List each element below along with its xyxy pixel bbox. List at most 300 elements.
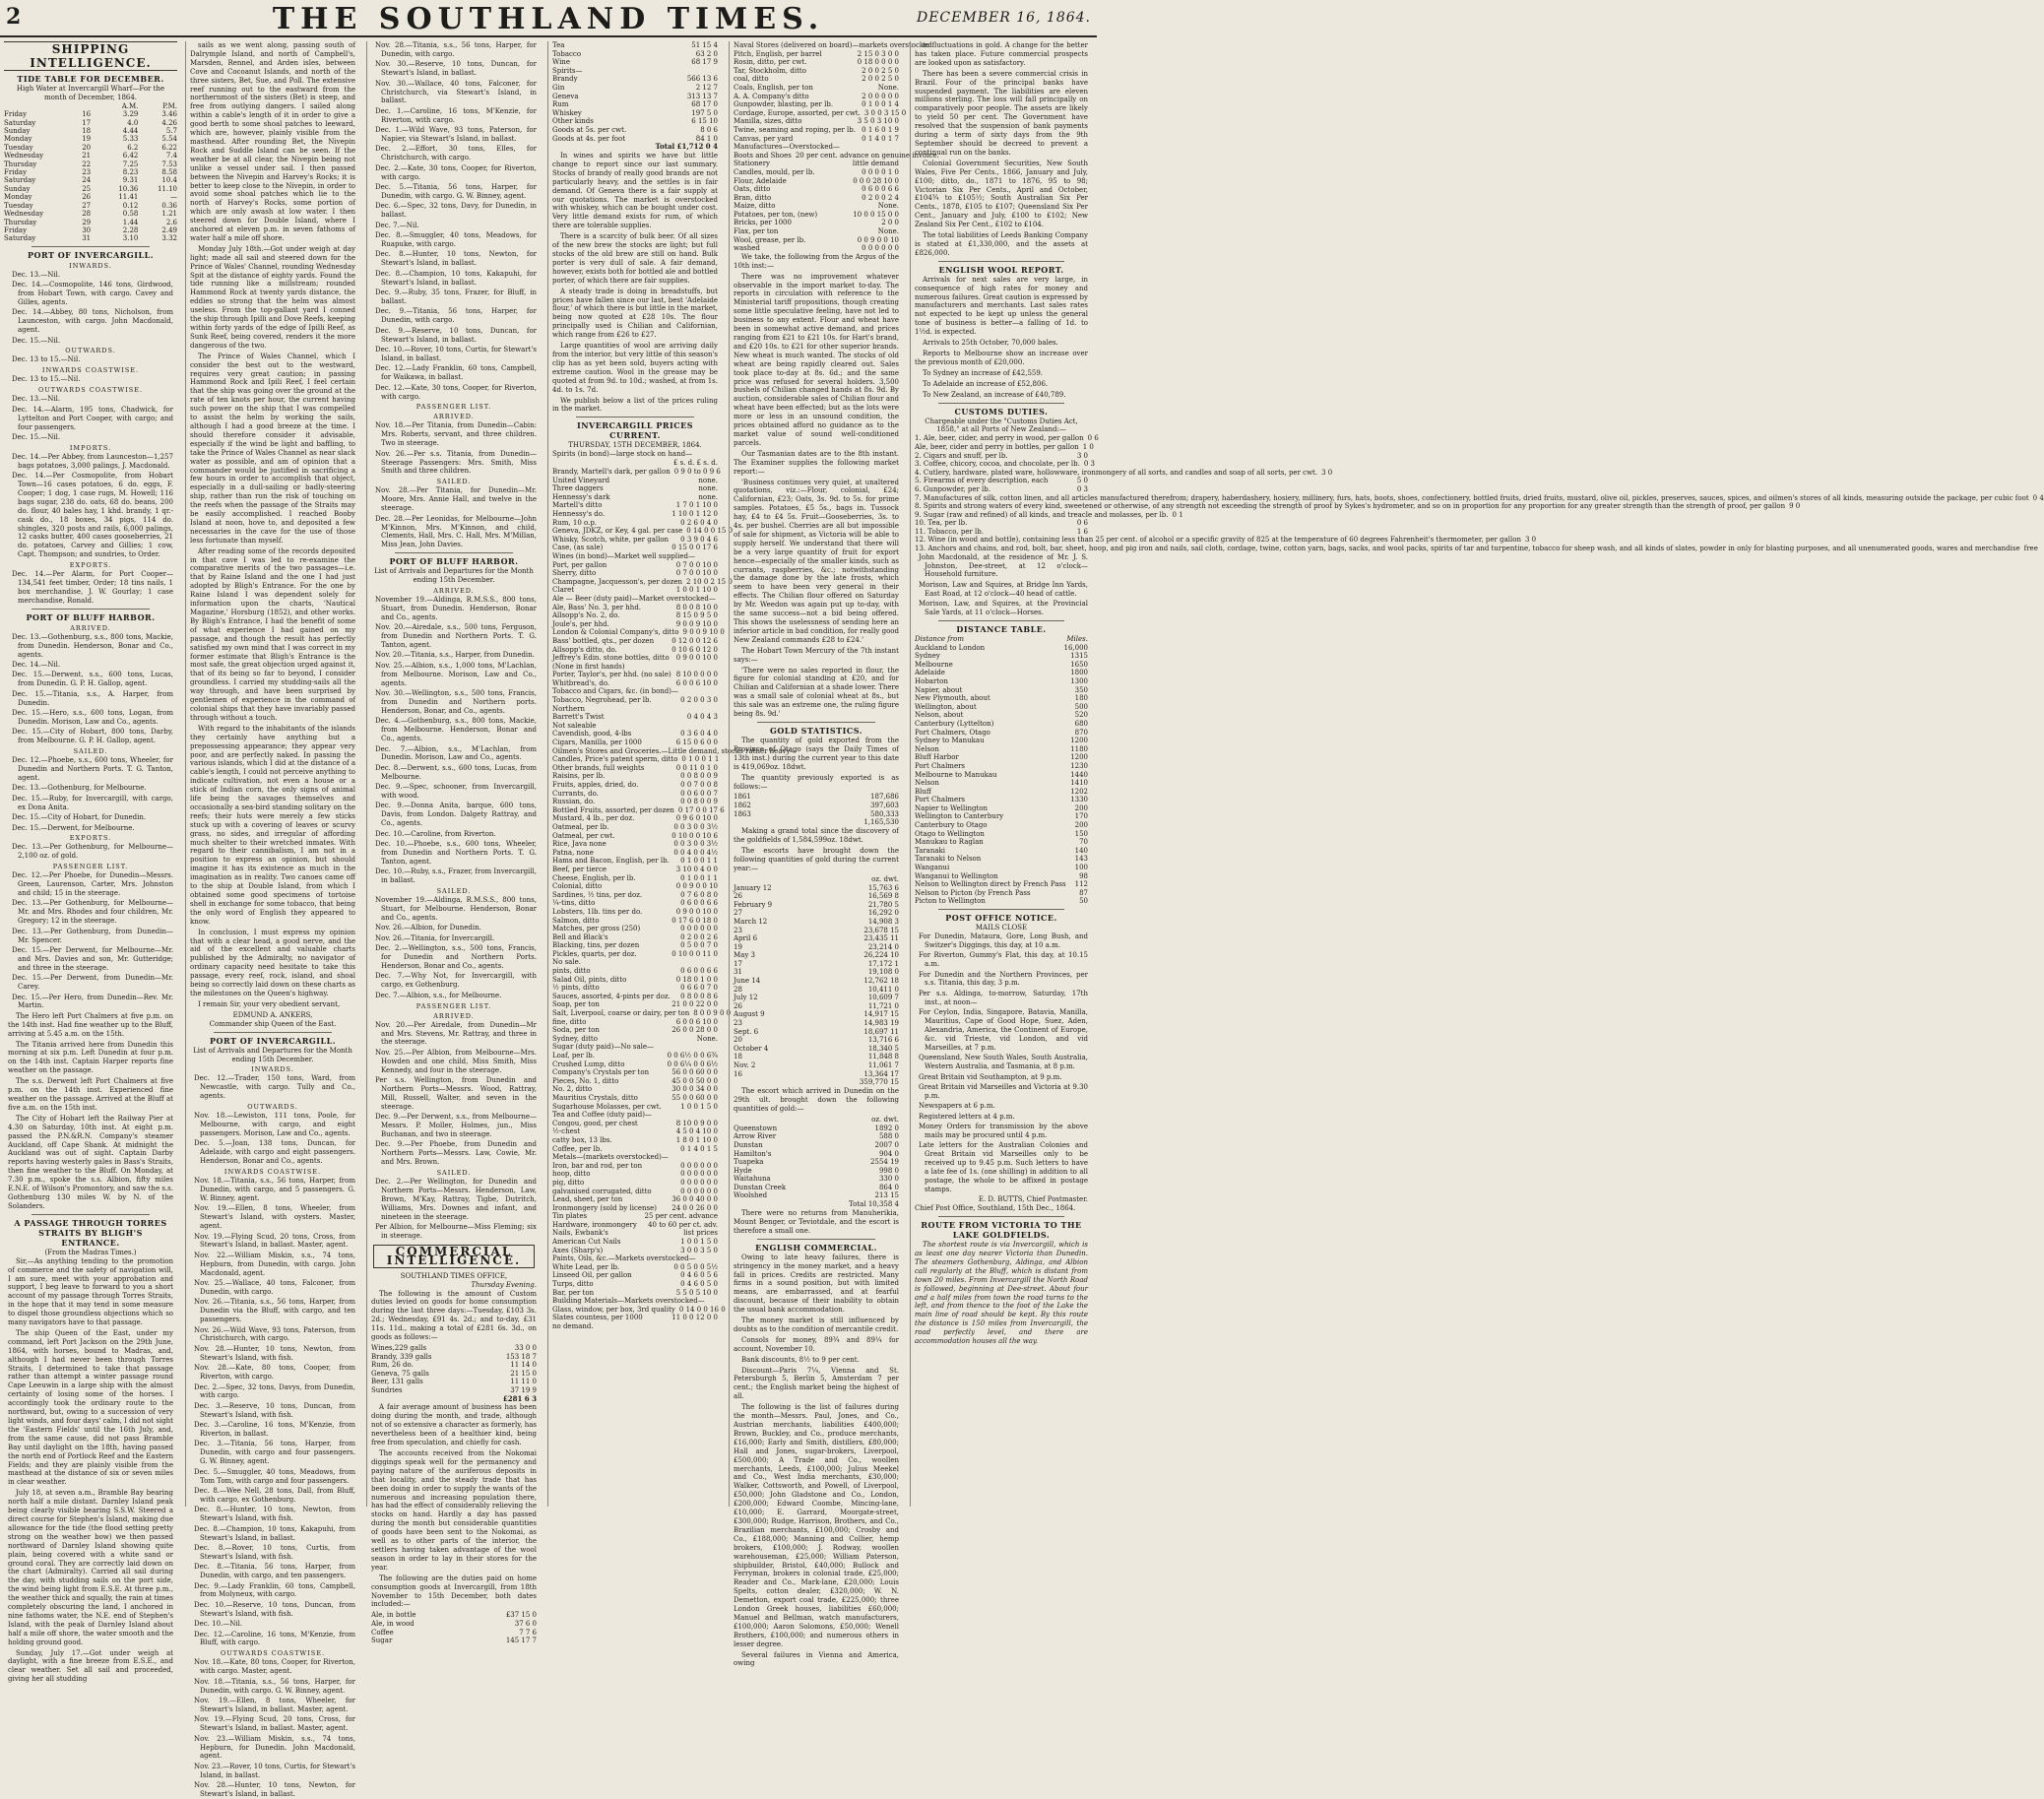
table-row [734, 1175, 899, 1184]
row-label: No sale. [552, 958, 581, 967]
table-row [915, 847, 1088, 856]
entry: Dec. 12.—Lady Franklin, 60 tons, Campbell, for Waikawa, in ballast. [375, 364, 537, 382]
row-value: 397,603 [870, 802, 899, 809]
paragraph: The City of Hobart left the Railway Pier at 4.30 on Saturday, 10th inst. At eight p.m. passed the P.N.&R.N. Company's steamer Auckland, off Cape Shank. At midnight the Auckland was out of sight. Captain Darby reports having westerly gales in Bass's Straits, then fine weather to the Bluff. On Monday, at 7.30 p.m., spoke the s.s. Albion, fifty miles E.N.E. of Wilson's Promontory, and saw the s.s. Gothenburg 130 miles W. by N. of the Solanders. [8, 1114, 173, 1210]
table-row [552, 1170, 718, 1179]
row-value: 0 10 0 0 10 6 [671, 831, 718, 840]
row-value: 55 0 0 60 0 0 [671, 1093, 718, 1102]
arrived-list [4, 633, 177, 745]
row-value: 50 [1079, 897, 1088, 906]
tide-day: Wednesday [4, 152, 44, 161]
row-value: 0 10 0 0 11 0 [671, 949, 718, 958]
entry: Dec. 8.—Hunter, 10 tons, Newton, for Stewart's Island, in ballast. [375, 250, 537, 268]
entry: Dec. 2.—Per Wellington, for Dunedin and Northern Ports—Messrs. Henderson, Law, Brown, M'Kay, Rattray, Tigbe, Dutritch, Williams, Mrs. Downes and infant, and nineteen in the steerage. [375, 1178, 537, 1221]
b-arrived-list [367, 596, 541, 885]
tide-day: Saturday [4, 234, 36, 243]
table-row [552, 1060, 718, 1069]
torres-heading: A PASSAGE THROUGH TORRES STRAITS BY BLIGH'S ENTRANCE. [14, 1217, 167, 1248]
row-label: Hennessy's do. [552, 510, 606, 518]
table-row [552, 984, 718, 993]
table-row [552, 1271, 718, 1280]
table-row [734, 168, 899, 177]
row-label: 7. Manufactures of silk, cotton linen, and all articles manufactured therefrom; drapery, haberdashery, hosiery, millinery, furs, hats, boots, shoes, confectionery, bottled fruits, dried fruits, mustard, olive oil, pickles, preserves, sauces, spices, and oilmen's stores of all kinds, measuring outside the package, per cubic foot [915, 493, 2029, 502]
tide-am: 10.36 [118, 184, 139, 193]
entry: Dec. 8.—Champion, 10 tons, Kakapuhi, for Stewart's Island, in ballast. [375, 269, 537, 287]
tide-pm: 3.46 [161, 110, 177, 119]
table-row [734, 219, 899, 227]
table-row [915, 703, 1088, 712]
table-row [552, 484, 718, 493]
entry: Dec. 8.—Champion, 10 tons, Kakapuhi, from Stewart's Island, in ballast. [194, 1524, 355, 1542]
table-row [734, 135, 899, 144]
tide-am: 7.25 [122, 160, 139, 168]
row-value: free [2023, 545, 2038, 553]
tide-day: Thursday [4, 218, 37, 226]
table-row [371, 1370, 537, 1379]
row-value: 9 0 0 9 10 0 [675, 619, 718, 628]
table-row [552, 798, 718, 806]
table-row [552, 958, 718, 967]
entry: Dec. 5.—Titania, 56 tons, Harper, for Dunedin, with cargo. G. W. Binney, agent. [375, 183, 537, 200]
row-value: 23,435 11 [863, 934, 899, 943]
post-signature: E. D. BUTTS, Chief Postmaster. [978, 1195, 1088, 1204]
divider [938, 909, 1064, 910]
table-row [734, 1053, 899, 1061]
entry: Morison, Law, and Squires, at the Provincial Sale Yards, at 11 o'clock—Horses. [919, 600, 1088, 617]
tide-row [4, 234, 177, 242]
table-row [552, 58, 718, 67]
tide-date: 27 [82, 201, 92, 210]
row-label: Fruits, apples, dried, do. [552, 781, 639, 789]
table-row [552, 1068, 718, 1077]
paragraph: Large quantities of wool are arriving daily from the interior, but very little of this season's clip has as yet been sold, buyers acting with extreme caution. Wool in the grease may be quoted at from 9d. to 10d.; washed, at from 1s. 4d. to 1s. 7d. [552, 342, 718, 394]
row-label: Flour, Adelaide [734, 176, 787, 185]
row-label: Manukau to Raglan [915, 838, 984, 847]
table-row [734, 194, 899, 203]
table-row [552, 976, 718, 985]
tide-date: 23 [82, 168, 92, 177]
tide-pm: 3.32 [161, 234, 177, 243]
row-value: 40 to 60 per ct. adv. [648, 1220, 718, 1229]
row-label: Lead, sheet, per ton [552, 1195, 623, 1204]
entry: Nov. 19.—Flying Scud, 20 tons, Cross, from Stewart's Island, in ballast. Master, agent. [194, 1232, 355, 1250]
row-label: Wines (in bond)—Market well supplied— [552, 551, 696, 560]
table-row [371, 1629, 537, 1638]
coastwise-continued [367, 41, 541, 401]
row-value: 0 0 0 28 10 0 [853, 176, 899, 185]
route-text: The shortest route is via Invercargill, which is as least one day nearer Victoria than Dunedin. The steamers Gothenburg, Aldinga, and Albion call regularly at the Bluff, which is distant from town 20 miles. From Invercargill the North Road is followed, beginning at Dee-street. About four and a half miles from town the road turns to the left, and from thence to the foot of the Lake the main line of road should be kept. By this route the distance is 150 miles from Invercargill, the road perfectly level, and there are accommodation houses all the way. [915, 1241, 1088, 1346]
table-row [734, 185, 899, 194]
row-value: 68 17 0 [691, 100, 718, 109]
table-row [552, 552, 718, 561]
row-label: Hamilton's [734, 1149, 772, 1158]
table-row [552, 620, 718, 629]
paragraph: There is a scarcity of bulk beer. Of all sizes of the new brew the stocks are light; but full stocks of the old brew are still on hand. Bulk porter is very dull of sale. A fair demand, however, exists both for bottled ale and bottled porter, of which there are fair supplies. [552, 232, 718, 285]
row-label: May 3 [734, 951, 755, 960]
row-value: 0 0 4 0 0 4½ [673, 848, 718, 857]
divider [214, 1032, 332, 1033]
table-row [552, 1188, 718, 1196]
table-row [734, 100, 899, 109]
row-label: A. A. Company's ditto [734, 92, 809, 100]
table-row [915, 545, 2038, 553]
row-value: 0 6 6 0 7 0 [680, 984, 718, 993]
bluff-heading: PORT OF BLUFF HARBOR. [26, 611, 156, 622]
row-value: 998 0 [878, 1166, 899, 1175]
row-label: pints, ditto [552, 967, 591, 976]
row-label: Wine [552, 58, 570, 67]
row-label: Coffee, per lb. [552, 1144, 603, 1153]
row-value: 16,569 8 [867, 892, 899, 901]
table-row [552, 713, 718, 722]
table-row [734, 994, 899, 1002]
entry: Nov. 28.—Titania, s.s., 56 tons, Harper, for Dunedin, with cargo. [375, 41, 537, 58]
row-value: 16,292 0 [867, 909, 899, 918]
commercial-banner: COMMERCIAL INTELLIGENCE. [373, 1245, 535, 1268]
table-row [552, 1026, 718, 1035]
row-value: 11 14 0 [510, 1361, 537, 1370]
inwards-coastwise-heading: INWARDS COASTWISE. [41, 366, 140, 375]
entry: Nov. 28.—Hunter, 10 tons, Newton, from Stewart's Island, with fish. [194, 1344, 355, 1362]
entry: Dec. 5.—Joan, 138 tons, Duncan, for Adelaide, with cargo and eight passengers. Henderson, Bonar and Co., agents. [194, 1139, 355, 1166]
table-row [552, 679, 718, 688]
entry: Dec. 8.—Hunter, 10 tons, Newton, from Stewart's Island, with fish. [194, 1506, 355, 1523]
row-label: Cheese, English, per lb. [552, 873, 636, 882]
row-value: 150 [1074, 829, 1088, 838]
tide-am: 6.42 [122, 152, 139, 161]
row-value: 0 9 0 to 0 9 6 [673, 468, 721, 477]
row-label: Loaf, per lb. [552, 1052, 595, 1060]
entry: Nov. 18.—Per Titania, from Dunedin—Cabin: Mrs. Roberts, servant, and three children. Two in steerage. [375, 421, 537, 448]
entry: Dec. 9.—Per Derwent, s.s., from Melbourne—Messrs. P. Moller, Holmes, jun., Miss Buchanan, and two in steerage. [375, 1113, 537, 1138]
row-label: Sydney, ditto [552, 1034, 598, 1043]
paragraph: We publish below a list of the prices ruling in the market. [552, 396, 718, 414]
table-row [734, 934, 899, 943]
tide-date: 29 [82, 218, 92, 226]
row-label: 10. Tea, per lb. [915, 519, 968, 528]
table-row [734, 1045, 899, 1054]
bp-arrived-list [367, 1021, 541, 1168]
entry: Dec. 13.—Gothenburg, s.s., 800 tons, Mackie, from Dunedin. Henderson, Bonar and Co., agents. [12, 632, 173, 659]
row-label: Lobsters, 1lb. tins per do. [552, 907, 643, 916]
row-value: 0 2 0 0 2 6 [680, 932, 718, 941]
row-label: Linseed Oil, per gallon [552, 1271, 632, 1280]
tide-date: 24 [82, 176, 92, 185]
distance-heading: DISTANCE TABLE. [956, 624, 1047, 634]
row-label: Sydney [915, 652, 940, 661]
table-row [734, 909, 899, 918]
row-label: Metals—(markets overstocked)— [552, 1153, 669, 1162]
row-label: Ale, Bass' No. 3, per hhd. [552, 603, 642, 611]
row-label: 13. Anchors and chains, and rod, bolt, bar, sheet, hoop, and pig iron and nails, sail cloth, cordage, twine, cotton yarn, bags, sacks, and wool packs, spirits of tar and turpentine, tobacco for sheep wash, and all kinds of slates, powder in only for blasting purposes, and all unenumerated goods, wares and merchandise [915, 545, 2020, 553]
gold-monthly-total: 359,770 15 [859, 1078, 899, 1087]
entry: Dec. 9.—Ruby, 35 tons, Frazer, for Bluff, in ballast. [375, 289, 537, 305]
tide-row [4, 168, 177, 176]
row-label: Flax, per ton [734, 227, 779, 236]
row-value: 112 [1074, 880, 1088, 889]
table-row [552, 577, 733, 587]
row-value: 2554 19 [870, 1158, 899, 1167]
row-value: 213 15 [874, 1191, 899, 1200]
paragraph: Reports to Melbourne show an increase over the previous month of £20,000. [915, 350, 1088, 366]
row-value: 170 [1074, 812, 1088, 821]
row-label: Arrow River [734, 1132, 777, 1141]
table-row [915, 536, 1537, 545]
entry: Dec. 7.—Why Not, for Invercargill, with cargo, ex Gothenburg. [375, 972, 537, 990]
entry: Nov. 26.—Titania, s.s., 56 tons, Harper, from Dunedin via the Bluff, with cargo, and ten passengers. [194, 1298, 355, 1324]
table-row [552, 1111, 718, 1120]
m-outwards-coastwise-heading: OUTWARDS COASTWISE. [220, 1649, 326, 1658]
tide-am: 1.44 [122, 218, 139, 226]
exports2-heading: EXPORTS. [69, 834, 112, 843]
table-row [915, 897, 1088, 906]
row-label: Nelson to Wellington direct by French Pass [915, 880, 1066, 889]
row-label: 6. Gunpowder, per lb. [915, 484, 990, 493]
row-label: pig, ditto [552, 1178, 585, 1187]
table-row [552, 493, 718, 502]
row-label: Cigars, Manilla, per 1000 [552, 739, 642, 747]
sailed-list [4, 756, 177, 832]
row-value: 26,224 10 [863, 951, 899, 960]
entry: Dec. 12.—Trader, 150 tons, Ward, from Newcastle, with cargo. Tully and Co., agents. [194, 1074, 355, 1101]
row-value: 1 0 0 1 5 0 [680, 1102, 718, 1111]
tide-pm: 5.7 [165, 127, 177, 136]
row-value: 3 0 [1076, 451, 1088, 460]
table-row [734, 1002, 899, 1011]
entry: Nov. 20.—Titania, s.s., Harper, from Dunedin. [375, 651, 535, 660]
tide-header-row [4, 102, 177, 110]
row-value: 4 5 0 4 10 0 [675, 1127, 718, 1136]
commercial-para4: The following are the duties paid on home consumption goods at Invercargill, from 18th November to 15th December, both dates included:— [371, 1574, 537, 1609]
table-row [915, 528, 1088, 537]
tide-day: Wednesday [4, 210, 44, 219]
row-label: Port Chalmers [915, 761, 966, 770]
row-value: 51 15 4 [691, 41, 718, 49]
row-value: 187,686 [870, 793, 899, 802]
entry: Nov. 30.—Wellington, s.s., 500 tons, Francis, from Dunedin and Northern ports. Henderson, Bonar, and Co., agents. [375, 689, 537, 715]
row-value: 1892 0 [874, 1124, 899, 1132]
row-value: 0 15 0 0 17 6 [671, 544, 718, 552]
row-value: 33 0 0 [514, 1344, 537, 1352]
m-inwards-coastwise-heading: INWARDS COASTWISE. [224, 1168, 322, 1177]
entry: Great Britain vid Southampton, at 9 p.m. [919, 1072, 1062, 1081]
table-row [371, 1620, 537, 1629]
m-outwards-coastwise-list [186, 1658, 359, 1799]
table-row [734, 227, 899, 236]
stores-table [730, 41, 939, 253]
row-label: Ale — Beer (duty paid)—Market overstocked— [552, 594, 716, 603]
row-value: 5 0 [1076, 477, 1088, 485]
row-value: 0 5 0 0 7 0 [680, 941, 718, 950]
entry: Nov. 28.—Per Titania, for Dunedin—Mr. Moore, Mrs. Annie Hall, and twelve in the steerage. [375, 486, 537, 513]
row-value: 98 [1079, 871, 1088, 880]
row-value: 0 18 0 0 0 0 [857, 58, 899, 67]
paragraph: Consols for money, 89¾ and 89¼ for account, November 10. [734, 1335, 899, 1353]
row-value: 3 5 0 3 10 0 [857, 117, 899, 126]
table-row [915, 788, 1088, 797]
table-row [915, 477, 1088, 485]
paragraph: In wines and spirits we have but little change to report since our last summary. Stocks of brandy of really good brands are not particularly heavy, and the settles is in fair demand. Of Geneva there is a fair supply at our quotations. The market is overstocked with whiskey, which can be bought under cost. Very little demand exists for rum, of which there are tolerable supplies. [552, 152, 718, 230]
table-row [552, 1120, 718, 1128]
row-value: 17,172 1 [867, 959, 899, 968]
table-row [915, 729, 1088, 738]
row-value: 13,364 17 [863, 1069, 899, 1078]
row-value: None. [877, 202, 899, 211]
table-row [552, 501, 718, 510]
entry: Nov. 30.—Wallace, 40 tons, Falconer, for Christchurch, via Stewart's Island, in ballast. [375, 79, 537, 105]
paragraph: In conclusion, I must express my opinion that with a clear head, a good nerve, and the aid of the excellent and valuable charts published by the Admiralty, no navigator of ordinary capacity need hesitate to take this passage, every reef, rock, island, and shoal being so correctly laid down on these charts as the milestones on the Queen's highway. [190, 928, 355, 997]
entry: Great Britain vid Marseilles and Victoria at 9.30 p.m. [919, 1082, 1088, 1100]
tide-day: Sunday [4, 127, 31, 136]
table-row [734, 1158, 899, 1167]
table-row [915, 796, 1088, 804]
b-arrived-heading: ARRIVED. [433, 587, 475, 596]
table-row [915, 779, 1088, 788]
c3-arrived-list [367, 421, 541, 476]
monthly-sub: List of Arrivals and Departures for the Month ending 15th December. [193, 1046, 352, 1063]
row-label: June 14 [734, 977, 761, 986]
commercial-para: The following is the amount of Custom duties levied on goods for home consumption during the last three days:—Tuesday, £103 3s. 2d.; Wednesday, £91 4s. 2d.; and to-day, £31 11s. 11d., making a total of £281 6s. 3d., on goods as follows:— [371, 1289, 537, 1342]
row-value: 6 0 0 6 10 0 [675, 1017, 718, 1026]
entry: November 19.—Aldinga, R.M.S.S., 800 tons, Stuart, from Dunedin. Henderson, Bonar and Co., agents. [375, 596, 537, 621]
row-value: 0 1 4 0 1 5 [680, 1144, 718, 1153]
tide-note: High Water at Invercargill Wharf—For the month of December, 1864. [16, 85, 165, 101]
table-row [552, 790, 718, 799]
table-row [734, 901, 899, 910]
row-label: Sydney to Manukau [915, 737, 985, 745]
table-row [552, 1254, 718, 1263]
entry: Dec. 4.—Gothenburg, s.s., 800 tons, Mackie, from Melbourne. Henderson, Bonar and Co., agents. [375, 717, 537, 743]
table-row [552, 1247, 718, 1255]
imports-list [4, 453, 177, 559]
row-label: Canvas, per yard [734, 134, 794, 143]
row-label: Company's Crystals per ton [552, 1068, 650, 1077]
table-row [734, 1167, 899, 1176]
row-label: 18 [734, 1053, 742, 1061]
row-label: Rum, 10 o.p. [552, 518, 598, 527]
table-row [734, 1036, 899, 1045]
row-label: Sauces, assorted, 4-pints per doz. [552, 992, 671, 1000]
row-value: 20 per cent. advance on genuine invoice. [795, 151, 939, 160]
paragraph: The Prince of Wales Channel, which I consider the best out to the westward, requires very great caution; in passing Hammond Rock and Ipili Reef, I feel certain that the ship was going over the ground at the rate of ten knots per hour, the current having such power on the ship that I was compelled to assist the helm by working the sails, although I had a good breeze at the time. I should therefore consider it advisable, especially if the wind be light and baffling, to take the Prince of Wales Channel as near slack water as possible, and am of opinion that a commander would be justified in sacrificing a few hours in order to accomplish that object, especially in a dull-sailing or badly-steering ship, rather than run the risk of touching on the reefs when the passage of the Straits may be easily accomplished. I reached Booby Island at noon, hove to, and deposited a few necessaries in the cave for the use of those less fortunate than myself. [190, 352, 355, 545]
row-label: 12. Wine (in wood and bottle), containing less than 25 per cent. of alcohol or a specific gravity of 825 at the temperature of 60 degrees Fahrenheit's thermometer, per gallon [915, 536, 1521, 545]
table-row [552, 874, 718, 883]
row-label: Bran, ditto [734, 193, 772, 202]
row-label: Bricks, per 1000 [734, 219, 792, 227]
row-label: Candles, mould, per lb. [734, 167, 815, 176]
row-value: 3 0 [1524, 536, 1537, 545]
m-inwards-heading: INWARDS. [251, 1065, 294, 1074]
table-row [734, 1124, 899, 1133]
table-row [552, 755, 718, 764]
divider [757, 722, 875, 723]
entry: Dec. 9.—Spec, schooner, from Invercargill, with wood. [375, 783, 537, 801]
entry: Dec. 7.—Albion, s.s., M'Lachlan, from Dunedin. Morison, Law and Co., agents. [375, 744, 537, 762]
row-value: 1 0 0 1 10 0 [675, 586, 718, 595]
prices-heading: INVERCARGILL PRICES CURRENT. [577, 420, 693, 441]
table-row [552, 772, 718, 781]
table-row [552, 849, 718, 858]
entry: Morison, Law and Squires, at Bridge Inn Yards, East Road, at 12 o'clock—40 head of cattle. [919, 580, 1088, 598]
row-value: 11 11 0 [510, 1378, 537, 1386]
row-label: Blacking, tins, per dozen [552, 941, 640, 950]
row-value: 9 0 [1789, 502, 1801, 511]
table-row [552, 1221, 718, 1230]
row-value: 70 [1079, 838, 1088, 847]
row-value: 8 10 0 9 0 0 [675, 1119, 718, 1127]
divider [32, 246, 150, 247]
passenger-heading: PASSENGER LIST. [52, 863, 129, 871]
row-value: 18,340 5 [867, 1044, 899, 1053]
tide-row [4, 144, 177, 152]
table-row [734, 117, 899, 126]
m-outwards-list [186, 1112, 359, 1166]
row-value: 56 0 0 60 0 0 [671, 1068, 718, 1077]
paragraph: The total liabilities of Leeds Banking Company is stated at £1,330,000, and the assets at £826,000. [915, 231, 1088, 257]
entry: Nov. 18.—Lewiston, 111 tons, Poole, for Melbourne, with cargo, and eight passengers. Morison, Law and Co., agents. [194, 1112, 355, 1137]
tide-pm: 7.4 [165, 152, 177, 161]
paragraph: After reading some of the records deposited in that cave I was led to re-examine the comparative merits of the two passages—i.e. that by Raine Island and the one I had just adopted by Bligh's Entrance. For the one by Raine Island I was dependent solely for information upon the charts, 'Nautical Magazine,' Horsburg (1852), and other works. By Bligh's Entrance, I had the benefit of some of what experience I had gained on my passage, and though the result has perfectly satisfied my own mind that I was correct in my former estimate that Bligh's Entrance is the most safe, the great objection urged against it, that of its being so far to beyond, I consider groundless. I carried my studding-sails all the way through, and have been surprised by gentlemen of experience in the command of colonial ships that they have invariably passed through without a touch. [190, 546, 355, 722]
table-row [915, 812, 1088, 821]
row-label: Wellington, about [915, 702, 977, 711]
row-value: 200 [1074, 821, 1088, 830]
post-items [911, 932, 1092, 1194]
row-label: Paints, Oils, &c.—Markets overstocked— [552, 1254, 696, 1263]
distance-col-from: Distance from [915, 635, 965, 643]
row-label: Tea [552, 41, 565, 49]
tide-pm-header: P.M. [162, 101, 177, 110]
entry: Nov. 26.—Wild Wave, 93 tons, Paterson, from Christchurch, with cargo. [194, 1325, 355, 1343]
table-row [552, 586, 718, 595]
row-value: 13,716 6 [867, 1036, 899, 1045]
entry: Late letters for the Australian Colonies and Great Britain vid Marseilles only to be received up to 9.45 p.m. Such letters to have a late fee of 1s. (one shilling) in addition to all postage, the whole to be affixed in postage stamps. [919, 1141, 1088, 1193]
row-value: 12,762 18 [863, 977, 899, 986]
table-row [552, 1136, 718, 1145]
tide-pm: 1.21 [161, 210, 177, 219]
divider [32, 609, 150, 610]
outwards-list [4, 355, 177, 364]
paragraph: To Adelaide an increase of £52,806. [923, 379, 1049, 388]
row-value: 1 8 0 1 10 0 [675, 1135, 718, 1144]
entry: Registered letters at 4 p.m. [919, 1112, 1015, 1121]
tide-row [4, 219, 177, 226]
tide-am: 2.28 [122, 225, 139, 234]
table-row [734, 884, 899, 893]
entry: Dec. 5.—Smuggler, 40 tons, Meadows, from Tom Tom, with cargo and four passengers. [194, 1467, 355, 1485]
row-label: 5. Firearms of every description, each [915, 477, 1049, 485]
row-label: Matches, per gross (250) [552, 925, 641, 933]
row-label: Russian, do. [552, 798, 596, 806]
table-row [552, 1085, 718, 1094]
row-value: 200 [1074, 803, 1088, 812]
row-value: 2 15 0 3 0 0 [857, 49, 899, 58]
paragraph: Monday July 18th.—Got under weigh at day light; made all sail and steered down for the Prince of Wales' Channel, rounding Wednesday Spit at the distance of eighty yards. Found the tide running like a millstream; rounded Hammond Rock at twenty yards distance, the eddies so strong that the helm was almost useless. From the top-gallant yard I conned the ship through Ipilli and Dove Reefs, keeping within forty yards of the edge of Ipilli Reef, as Sunk Reef, being covered, renders it the more dangerous of the two. [190, 244, 355, 350]
entry: Nov. 20.—Airedale, s.s., 500 tons, Ferguson, from Dunedin and Northern Ports. T. G. Tanton, agent. [375, 623, 537, 650]
column-6 [910, 41, 2044, 1507]
row-label: Bottled Fruits, assorted, per dozen [552, 805, 674, 814]
table-row [552, 637, 718, 646]
row-label: Pitch, English, per barrel [734, 49, 822, 58]
tide-pm: 8.58 [161, 168, 177, 177]
divider [32, 1214, 150, 1215]
inwards-list [4, 271, 177, 346]
row-label: 3. Coffee, chicory, cocoa, and chocolate, per lb. [915, 460, 1080, 469]
tide-am: 4.0 [127, 118, 139, 127]
row-value: 0 0 0 0 0 0 [680, 1187, 718, 1195]
tide-day: Friday [4, 168, 28, 177]
row-value: 10 0 0 15 0 0 [853, 210, 899, 219]
row-label: United Vineyard [552, 476, 610, 484]
